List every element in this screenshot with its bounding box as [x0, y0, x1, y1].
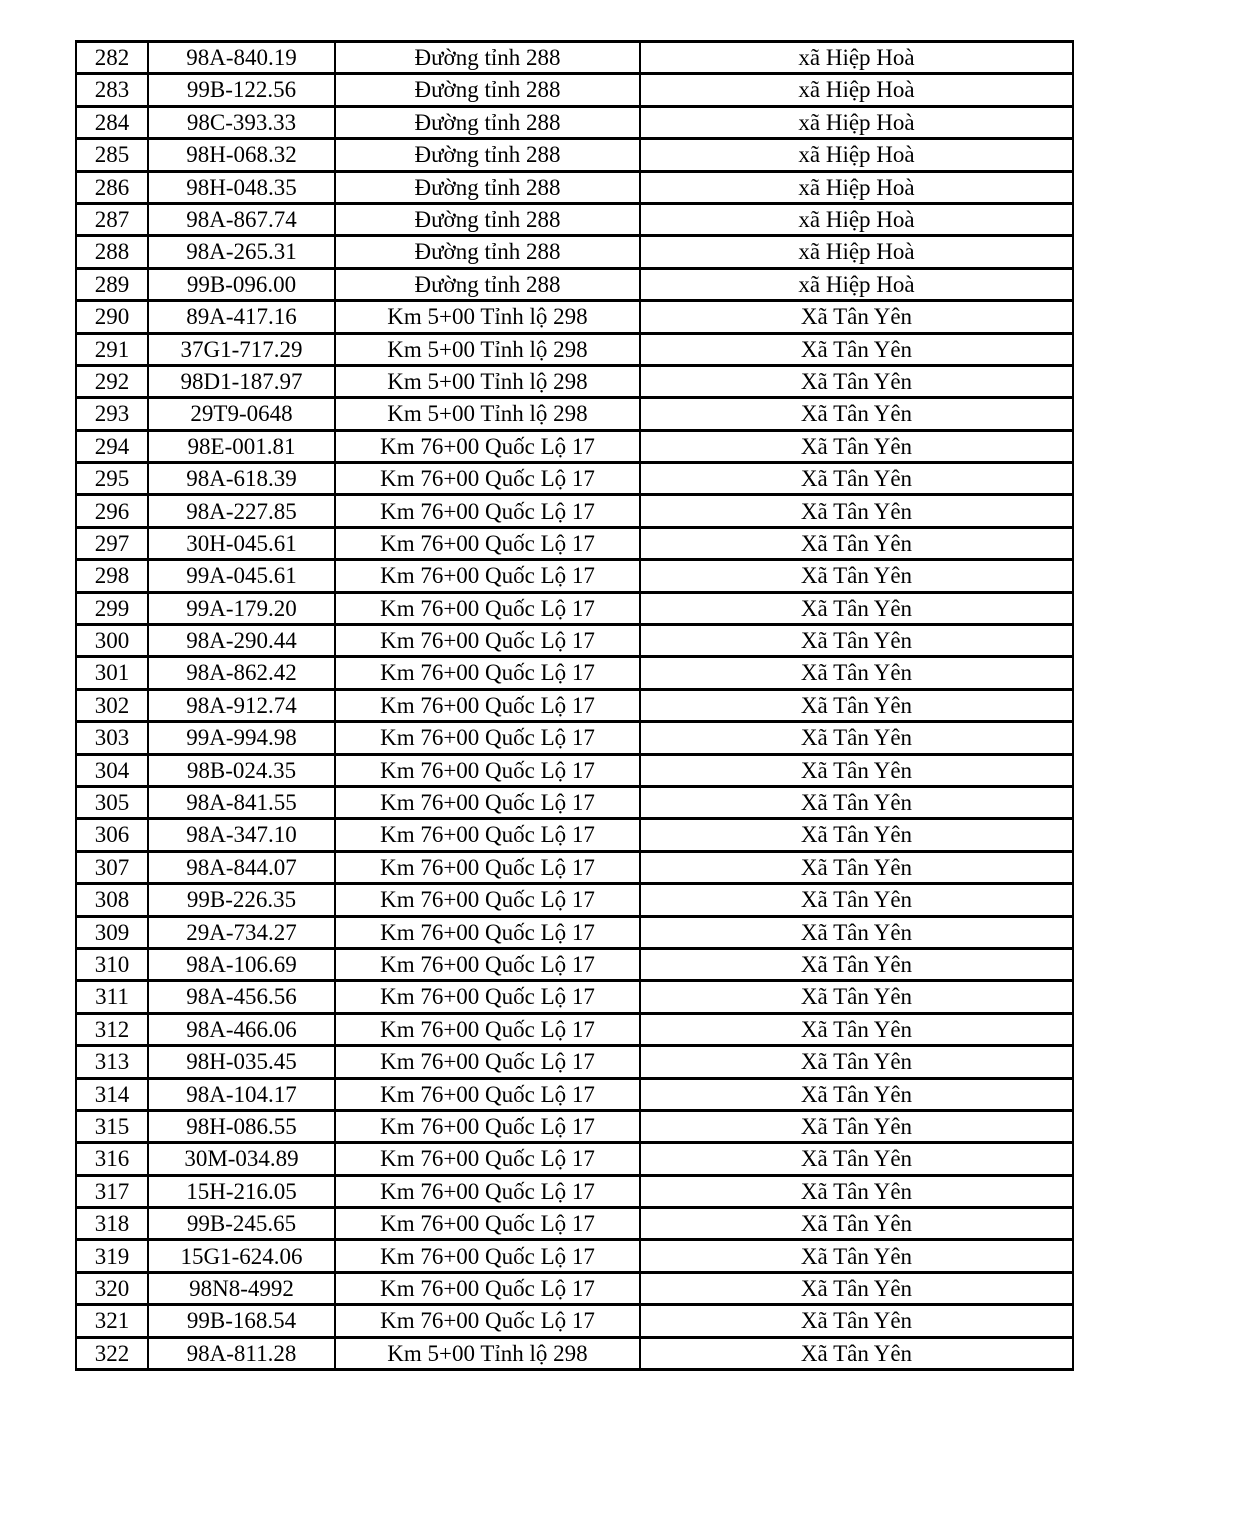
- cell-plate: 98D1-187.97: [148, 365, 335, 397]
- cell-location: Km 76+00 Quốc Lộ 17: [335, 722, 640, 754]
- cell-commune: Xã Tân Yên: [640, 786, 1073, 818]
- cell-location: Km 76+00 Quốc Lộ 17: [335, 1078, 640, 1110]
- cell-plate: 99B-226.35: [148, 884, 335, 916]
- cell-location: Km 76+00 Quốc Lộ 17: [335, 1110, 640, 1142]
- table-row: [76, 1143, 1073, 1175]
- cell-location: Km 76+00 Quốc Lộ 17: [335, 1305, 640, 1337]
- cell-commune: Xã Tân Yên: [640, 1046, 1073, 1078]
- table-row: [76, 884, 1073, 916]
- cell-commune: Xã Tân Yên: [640, 1078, 1073, 1110]
- cell-location: Đường tỉnh 288: [335, 171, 640, 203]
- cell-location: Km 76+00 Quốc Lộ 17: [335, 884, 640, 916]
- cell-no: 322: [76, 1337, 148, 1369]
- cell-commune: Xã Tân Yên: [640, 1240, 1073, 1272]
- cell-commune: Xã Tân Yên: [640, 430, 1073, 462]
- cell-plate: 37G1-717.29: [148, 333, 335, 365]
- cell-plate: 98A-466.06: [148, 1013, 335, 1045]
- cell-location: Km 76+00 Quốc Lộ 17: [335, 1272, 640, 1304]
- table-row: [76, 203, 1073, 235]
- cell-location: Km 76+00 Quốc Lộ 17: [335, 819, 640, 851]
- violations-table: [75, 40, 1074, 1371]
- cell-location: Đường tỉnh 288: [335, 106, 640, 138]
- cell-plate: 98C-393.33: [148, 106, 335, 138]
- cell-location: Km 76+00 Quốc Lộ 17: [335, 786, 640, 818]
- table-row: [76, 333, 1073, 365]
- cell-commune: xã Hiệp Hoà: [640, 203, 1073, 235]
- violations-table-body: [76, 42, 1073, 1370]
- cell-plate: 99B-168.54: [148, 1305, 335, 1337]
- table-row: [76, 657, 1073, 689]
- cell-commune: Xã Tân Yên: [640, 689, 1073, 721]
- cell-no: 314: [76, 1078, 148, 1110]
- table-row: [76, 1240, 1073, 1272]
- table-row: [76, 916, 1073, 948]
- cell-location: Đường tỉnh 288: [335, 236, 640, 268]
- cell-commune: xã Hiệp Hoà: [640, 268, 1073, 300]
- cell-plate: 15G1-624.06: [148, 1240, 335, 1272]
- cell-location: Km 76+00 Quốc Lộ 17: [335, 657, 640, 689]
- cell-commune: Xã Tân Yên: [640, 592, 1073, 624]
- cell-no: 291: [76, 333, 148, 365]
- table-row: [76, 106, 1073, 138]
- cell-plate: 98E-001.81: [148, 430, 335, 462]
- cell-plate: 98A-840.19: [148, 42, 335, 74]
- cell-plate: 99A-045.61: [148, 560, 335, 592]
- cell-commune: Xã Tân Yên: [640, 1337, 1073, 1369]
- cell-plate: 29A-734.27: [148, 916, 335, 948]
- cell-plate: 98A-106.69: [148, 948, 335, 980]
- cell-no: 304: [76, 754, 148, 786]
- cell-no: 294: [76, 430, 148, 462]
- table-row: [76, 236, 1073, 268]
- cell-location: Km 76+00 Quốc Lộ 17: [335, 1143, 640, 1175]
- cell-no: 292: [76, 365, 148, 397]
- table-row: [76, 786, 1073, 818]
- cell-no: 319: [76, 1240, 148, 1272]
- cell-no: 300: [76, 625, 148, 657]
- cell-location: Km 76+00 Quốc Lộ 17: [335, 851, 640, 883]
- cell-commune: xã Hiệp Hoà: [640, 236, 1073, 268]
- cell-plate: 98H-068.32: [148, 139, 335, 171]
- table-row: [76, 851, 1073, 883]
- cell-commune: Xã Tân Yên: [640, 301, 1073, 333]
- cell-no: 313: [76, 1046, 148, 1078]
- cell-location: Km 76+00 Quốc Lộ 17: [335, 430, 640, 462]
- cell-no: 303: [76, 722, 148, 754]
- cell-no: 285: [76, 139, 148, 171]
- cell-commune: Xã Tân Yên: [640, 884, 1073, 916]
- cell-plate: 15H-216.05: [148, 1175, 335, 1207]
- table-row: [76, 689, 1073, 721]
- cell-no: 310: [76, 948, 148, 980]
- cell-location: Km 5+00 Tỉnh lộ 298: [335, 333, 640, 365]
- cell-plate: 98A-290.44: [148, 625, 335, 657]
- cell-no: 316: [76, 1143, 148, 1175]
- cell-location: Đường tỉnh 288: [335, 74, 640, 106]
- cell-plate: 99A-179.20: [148, 592, 335, 624]
- cell-location: Km 76+00 Quốc Lộ 17: [335, 1013, 640, 1045]
- table-row: [76, 592, 1073, 624]
- cell-plate: 98A-811.28: [148, 1337, 335, 1369]
- cell-no: 289: [76, 268, 148, 300]
- cell-plate: 99A-994.98: [148, 722, 335, 754]
- cell-no: 318: [76, 1208, 148, 1240]
- cell-location: Đường tỉnh 288: [335, 42, 640, 74]
- cell-no: 321: [76, 1305, 148, 1337]
- table-row: [76, 625, 1073, 657]
- table-row: [76, 1013, 1073, 1045]
- table-row: [76, 74, 1073, 106]
- cell-commune: Xã Tân Yên: [640, 948, 1073, 980]
- table-row: [76, 1305, 1073, 1337]
- cell-commune: Xã Tân Yên: [640, 916, 1073, 948]
- table-row: [76, 430, 1073, 462]
- cell-plate: 29T9-0648: [148, 398, 335, 430]
- cell-plate: 98A-618.39: [148, 463, 335, 495]
- cell-location: Km 76+00 Quốc Lộ 17: [335, 1046, 640, 1078]
- cell-location: Km 76+00 Quốc Lộ 17: [335, 625, 640, 657]
- cell-no: 311: [76, 981, 148, 1013]
- cell-no: 296: [76, 495, 148, 527]
- cell-location: Km 76+00 Quốc Lộ 17: [335, 592, 640, 624]
- cell-plate: 30M-034.89: [148, 1143, 335, 1175]
- cell-no: 297: [76, 527, 148, 559]
- cell-commune: Xã Tân Yên: [640, 1143, 1073, 1175]
- cell-location: Km 76+00 Quốc Lộ 17: [335, 1208, 640, 1240]
- cell-commune: xã Hiệp Hoà: [640, 139, 1073, 171]
- cell-plate: 98A-227.85: [148, 495, 335, 527]
- cell-plate: 99B-096.00: [148, 268, 335, 300]
- cell-commune: Xã Tân Yên: [640, 754, 1073, 786]
- cell-location: Km 76+00 Quốc Lộ 17: [335, 916, 640, 948]
- cell-plate: 89A-417.16: [148, 301, 335, 333]
- cell-commune: Xã Tân Yên: [640, 1272, 1073, 1304]
- cell-commune: xã Hiệp Hoà: [640, 74, 1073, 106]
- cell-location: Km 76+00 Quốc Lộ 17: [335, 527, 640, 559]
- cell-commune: Xã Tân Yên: [640, 625, 1073, 657]
- cell-plate: 98N8-4992: [148, 1272, 335, 1304]
- cell-commune: Xã Tân Yên: [640, 657, 1073, 689]
- cell-no: 283: [76, 74, 148, 106]
- cell-plate: 98A-265.31: [148, 236, 335, 268]
- cell-no: 312: [76, 1013, 148, 1045]
- cell-location: Km 5+00 Tỉnh lộ 298: [335, 301, 640, 333]
- table-row: [76, 1078, 1073, 1110]
- cell-plate: 30H-045.61: [148, 527, 335, 559]
- cell-no: 315: [76, 1110, 148, 1142]
- table-row: [76, 301, 1073, 333]
- table-row: [76, 1175, 1073, 1207]
- cell-plate: 98A-844.07: [148, 851, 335, 883]
- cell-plate: 98A-456.56: [148, 981, 335, 1013]
- table-row: [76, 268, 1073, 300]
- table-row: [76, 754, 1073, 786]
- table-row: [76, 398, 1073, 430]
- table-row: [76, 819, 1073, 851]
- table-row: [76, 171, 1073, 203]
- cell-plate: 98A-912.74: [148, 689, 335, 721]
- cell-no: 306: [76, 819, 148, 851]
- table-row: [76, 1337, 1073, 1369]
- cell-commune: xã Hiệp Hoà: [640, 42, 1073, 74]
- cell-plate: 98B-024.35: [148, 754, 335, 786]
- cell-plate: 98A-347.10: [148, 819, 335, 851]
- cell-commune: Xã Tân Yên: [640, 1013, 1073, 1045]
- table-row: [76, 981, 1073, 1013]
- cell-location: Đường tỉnh 288: [335, 268, 640, 300]
- cell-no: 309: [76, 916, 148, 948]
- cell-no: 290: [76, 301, 148, 333]
- cell-location: Đường tỉnh 288: [335, 139, 640, 171]
- cell-no: 298: [76, 560, 148, 592]
- cell-no: 282: [76, 42, 148, 74]
- cell-location: Km 76+00 Quốc Lộ 17: [335, 495, 640, 527]
- cell-no: 320: [76, 1272, 148, 1304]
- cell-plate: 98A-867.74: [148, 203, 335, 235]
- cell-plate: 98A-862.42: [148, 657, 335, 689]
- cell-commune: Xã Tân Yên: [640, 722, 1073, 754]
- table-row: [76, 42, 1073, 74]
- table-row: [76, 722, 1073, 754]
- cell-no: 288: [76, 236, 148, 268]
- cell-commune: Xã Tân Yên: [640, 365, 1073, 397]
- cell-commune: Xã Tân Yên: [640, 1175, 1073, 1207]
- cell-location: Km 76+00 Quốc Lộ 17: [335, 754, 640, 786]
- cell-no: 295: [76, 463, 148, 495]
- cell-commune: Xã Tân Yên: [640, 981, 1073, 1013]
- cell-no: 293: [76, 398, 148, 430]
- cell-no: 302: [76, 689, 148, 721]
- cell-no: 307: [76, 851, 148, 883]
- cell-commune: Xã Tân Yên: [640, 527, 1073, 559]
- cell-no: 284: [76, 106, 148, 138]
- cell-plate: 98H-048.35: [148, 171, 335, 203]
- cell-location: Km 5+00 Tỉnh lộ 298: [335, 365, 640, 397]
- cell-commune: Xã Tân Yên: [640, 463, 1073, 495]
- cell-commune: xã Hiệp Hoà: [640, 171, 1073, 203]
- table-row: [76, 365, 1073, 397]
- cell-no: 299: [76, 592, 148, 624]
- cell-commune: Xã Tân Yên: [640, 398, 1073, 430]
- cell-commune: Xã Tân Yên: [640, 495, 1073, 527]
- cell-no: 305: [76, 786, 148, 818]
- cell-location: Km 76+00 Quốc Lộ 17: [335, 1240, 640, 1272]
- table-row: [76, 1046, 1073, 1078]
- cell-plate: 98A-841.55: [148, 786, 335, 818]
- cell-commune: Xã Tân Yên: [640, 819, 1073, 851]
- cell-plate: 98A-104.17: [148, 1078, 335, 1110]
- table-row: [76, 463, 1073, 495]
- cell-no: 301: [76, 657, 148, 689]
- table-row: [76, 527, 1073, 559]
- cell-no: 317: [76, 1175, 148, 1207]
- table-row: [76, 1110, 1073, 1142]
- cell-commune: Xã Tân Yên: [640, 560, 1073, 592]
- table-row: [76, 560, 1073, 592]
- cell-plate: 98H-086.55: [148, 1110, 335, 1142]
- table-row: [76, 1208, 1073, 1240]
- cell-location: Km 76+00 Quốc Lộ 17: [335, 463, 640, 495]
- cell-commune: Xã Tân Yên: [640, 1305, 1073, 1337]
- cell-commune: Xã Tân Yên: [640, 333, 1073, 365]
- table-row: [76, 948, 1073, 980]
- cell-location: Km 76+00 Quốc Lộ 17: [335, 560, 640, 592]
- cell-location: Km 76+00 Quốc Lộ 17: [335, 948, 640, 980]
- cell-location: Km 76+00 Quốc Lộ 17: [335, 981, 640, 1013]
- cell-location: Đường tỉnh 288: [335, 203, 640, 235]
- cell-no: 308: [76, 884, 148, 916]
- table-row: [76, 1272, 1073, 1304]
- cell-location: Km 76+00 Quốc Lộ 17: [335, 689, 640, 721]
- cell-location: Km 5+00 Tỉnh lộ 298: [335, 1337, 640, 1369]
- cell-location: Km 76+00 Quốc Lộ 17: [335, 1175, 640, 1207]
- cell-commune: xã Hiệp Hoà: [640, 106, 1073, 138]
- cell-plate: 99B-245.65: [148, 1208, 335, 1240]
- cell-plate: 98H-035.45: [148, 1046, 335, 1078]
- cell-commune: Xã Tân Yên: [640, 1110, 1073, 1142]
- cell-commune: Xã Tân Yên: [640, 851, 1073, 883]
- cell-location: Km 5+00 Tỉnh lộ 298: [335, 398, 640, 430]
- cell-no: 287: [76, 203, 148, 235]
- cell-plate: 99B-122.56: [148, 74, 335, 106]
- cell-no: 286: [76, 171, 148, 203]
- table-row: [76, 495, 1073, 527]
- cell-commune: Xã Tân Yên: [640, 1208, 1073, 1240]
- table-row: [76, 139, 1073, 171]
